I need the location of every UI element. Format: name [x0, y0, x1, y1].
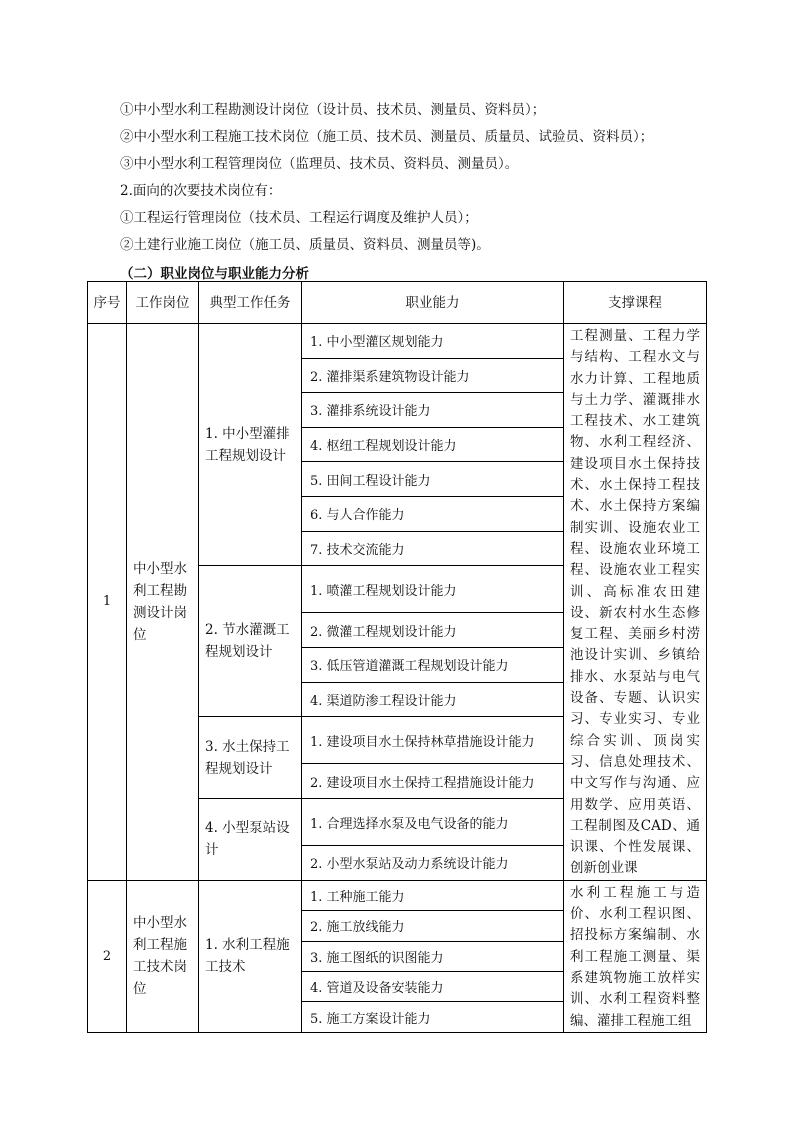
course-cell-1: 工程测量、工程力学与结构、工程水文与水力计算、工程地质与土力学、灌溉排水工程技术、水工建筑物、水利工程经济、建设项目水土保持技术、水土保持工程技术、水土保持方案编制实训、设施农业工程、设施农业环境工程、设施农业工程实训、高标准农田建设、新农村水生态修复工程、美丽乡村涝池设计实训、乡镇给排水、水泵站与电气设备、专题、认识实习、专业实习、专业综合实训、顶岗实习、信息处理技术、中文写作与沟通、应用数学、应用英语、工程制图及CAD、通识课、个性发展课、创新创业课 [564, 324, 707, 881]
post-cell-1: 中小型水利工程勘测设计岗位 [127, 324, 199, 881]
ability-cell: 6. 与人合作能力 [302, 496, 564, 531]
ability-cell: 1. 合理选择水泵及电气设备的能力 [302, 798, 564, 845]
ability-cell: 3. 低压管道灌溉工程规划设计能力 [302, 647, 564, 682]
header-post: 工作岗位 [127, 282, 199, 324]
ability-cell: 1. 喷灌工程规划设计能力 [302, 566, 564, 613]
course-cell-2: 水利工程施工与造价、水利工程识图、招投标方案编制、水利工程施工测量、渠系建筑物施工放样实训、水利工程资料整编、灌排工程施工组 [564, 880, 707, 1032]
task-cell-1-3: 3. 水土保持工程规划设计 [199, 717, 302, 799]
ability-cell: 2. 微灌工程规划设计能力 [302, 613, 564, 648]
ability-cell: 7. 技术交流能力 [302, 531, 564, 566]
ability-cell: 4. 枢纽工程规划设计能力 [302, 427, 564, 462]
table-header-row [88, 282, 707, 324]
header-task: 典型工作任务 [199, 282, 302, 324]
table-row [88, 324, 707, 359]
post-cell-2: 中小型水利工程施工技术岗位 [127, 880, 199, 1032]
intro-line-6: ②土建行业施工岗位（施工员、质量员、资料员、测量员等)。 [120, 237, 490, 253]
ability-cell: 2. 施工放线能力 [302, 911, 564, 941]
ability-cell: 4. 渠道防渗工程设计能力 [302, 682, 564, 717]
ability-analysis-table [87, 281, 707, 1033]
intro-line-4: 2.面向的次要技术岗位有： [120, 183, 282, 199]
task-cell-1-1: 1. 中小型灌排工程规划设计 [199, 324, 302, 566]
table-row [88, 880, 707, 910]
task-cell-1-4: 4. 小型泵站设计 [199, 798, 302, 880]
seq-cell-1: 1 [88, 324, 127, 881]
intro-line-2: ②中小型水利工程施工技术岗位（施工员、技术员、测量员、质量员、试验员、资料员）； [120, 129, 654, 145]
header-course: 支撑课程 [564, 282, 707, 324]
ability-cell: 3. 施工图纸的识图能力 [302, 941, 564, 971]
ability-cell: 5. 施工方案设计能力 [302, 1002, 564, 1032]
ability-cell: 5. 田间工程设计能力 [302, 462, 564, 497]
intro-line-1: ①中小型水利工程勘测设计岗位（设计员、技术员、测量员、资料员）； [120, 102, 546, 118]
header-ability: 职业能力 [302, 282, 564, 324]
seq-cell-2: 2 [88, 880, 127, 1032]
intro-line-5: ①工程运行管理岗位（技术员、工程运行调度及维护人员）； [120, 210, 478, 226]
intro-line-3: ③中小型水利工程管理岗位（监理员、技术员、资料员、测量员）。 [120, 156, 519, 172]
ability-cell: 3. 灌排系统设计能力 [302, 393, 564, 428]
header-seq: 序号 [88, 282, 127, 324]
ability-cell: 1. 中小型灌区规划能力 [302, 324, 564, 359]
task-cell-1-2: 2. 节水灌溉工程规划设计 [199, 566, 302, 717]
ability-cell: 2. 灌排渠系建筑物设计能力 [302, 358, 564, 393]
section-heading: （二）职业岗位与职业能力分析 [120, 266, 309, 282]
ability-cell: 2. 建设项目水土保持工程措施设计能力 [302, 764, 564, 799]
task-cell-2-1: 1. 水利工程施工技术 [199, 880, 302, 1032]
ability-cell: 2. 小型水泵站及动力系统设计能力 [302, 846, 564, 881]
ability-cell: 1. 工种施工能力 [302, 880, 564, 910]
ability-cell: 1. 建设项目水土保持林草措施设计能力 [302, 717, 564, 764]
ability-cell: 4. 管道及设备安装能力 [302, 971, 564, 1001]
